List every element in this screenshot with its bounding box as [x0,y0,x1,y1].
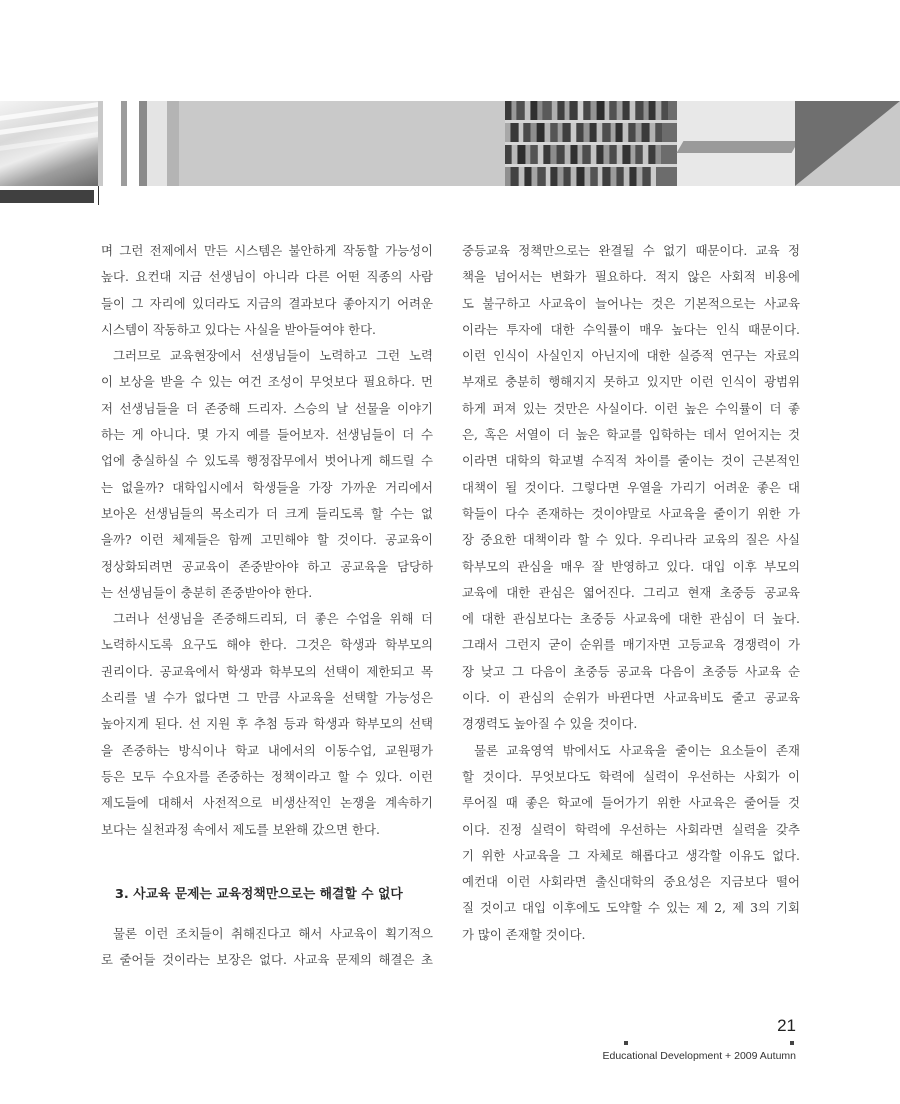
text-line: 질 것이고 대입 이후에도 도약할 수 있는 제 2, 제 3의 기회 [462,900,800,916]
library-table [677,141,795,153]
text-line: 며 그런 전제에서 만든 시스템은 불안하게 작동할 가능성이 [101,243,433,258]
header-triangle [795,101,900,186]
text-line: 로 줄어들 것이라는 보장은 없다. 사교육 문제의 해결은 초 [101,952,433,968]
footer-square-icon [790,1041,794,1045]
text-line: 제도들에 대해서 사전적으로 비생산적인 논쟁을 계속하기 [101,795,433,811]
text-line: 예컨대 이런 사회라면 출신대학의 중요성은 지금보다 떨어 [462,874,800,890]
text-line: 장 낮고 그 다음이 초중등 공교육 다음이 초중등 사교육 순 [462,663,800,679]
text-line: 저 선생님들을 더 존중해 드리자. 스승의 날 선물을 이야기 [101,400,433,416]
text-line: 은, 혹은 서열이 더 높은 학교를 입학하는 데서 얻어지는 것 [462,427,800,443]
right-column [462,238,800,948]
library-photo [505,101,795,186]
text-line: 학부모의 관심을 매우 잘 반영하고 있다. 대입 이후 부모의 [462,558,800,574]
section-heading: 3. 사교육 문제는 교육정책만으로는 해결할 수 없다 [115,887,403,903]
left-column [101,238,433,974]
publication-footer: Educational Development + 2009 Autumn [602,1050,796,1062]
text-line: 업에 충실하실 수 있도록 행정잡무에서 벗어나게 해드릴 수 [101,453,433,469]
text-line: 는 없을까? 대학입시에서 학생들을 가장 가까운 거리에서 [101,479,433,495]
text-line: 을까? 이런 체제들은 함께 고민해야 할 것이다. 공교육이 [101,532,433,548]
header-band [0,101,900,186]
header-stripe [127,101,139,186]
text-line: 루어질 때 좋은 학교에 들어가기 위한 사교육은 줄어들 것 [462,795,800,811]
text-line: 소리를 낼 수가 없다면 그 만큼 사교육을 선택할 가능성은 [101,690,433,706]
text-line: 권리이다. 공교육에서 학생과 학부모의 선택이 제한되고 목 [101,663,433,679]
header-photo-left [0,101,98,186]
text-line: 도 불구하고 사교육이 늘어나는 것은 기본적으로는 사교육 [462,295,800,311]
text-line: 그래서 그런지 굳이 순위를 매기자면 고등교육 경쟁력이 가 [462,637,800,653]
text-line: 중등교육 정책만으로는 완결될 수 없기 때문이다. 교육 정 [462,243,800,258]
text-line: 높다. 요컨대 지금 선생님이 아니라 다른 어떤 직종의 사람 [101,269,433,285]
text-line: 부재로 충분히 행해지지 못하고 있지만 이런 인식이 광범위 [462,374,800,390]
text-line: 이라면 대학의 학교별 수직적 차이를 줄이는 것이 근본적인 [462,453,800,469]
text-line: 그러므로 교육현장에서 선생님들이 노력하고 그런 노력 [113,348,433,364]
text-line: 그러나 선생님을 존중해드리되, 더 좋은 수업을 위해 더 [113,611,433,627]
text-line: 가 많이 존재할 것이다. [462,926,586,942]
text-line: 보다는 실천과정 속에서 제도를 보완해 갔으면 한다. [101,821,380,837]
text-line: 보아온 선생님들의 목소리가 더 크게 들리도록 할 수는 없 [101,505,433,521]
text-line: 하게 퍼져 있는 것만은 사실이다. 이런 높은 수익률이 더 좋 [462,400,800,416]
text-line: 을 존중하는 방식이나 학교 내에서의 이동수업, 교원평가 [101,742,433,758]
text-line: 하는 게 아니다. 몇 가지 예를 들어보자. 선생님들이 더 수 [101,427,433,443]
text-line: 에 대한 관심보다는 초중등 사교육에 대한 관심이 더 높다. [462,611,800,627]
text-line: 교육에 대한 관심은 엷어진다. 그리고 현재 초중등 공교육 [462,584,800,600]
text-line: 등은 모두 수요자를 존중하는 정책이라고 할 수 있다. 이런 [101,768,433,784]
footer-square-icon [624,1041,628,1045]
text-line: 이라는 투자에 대한 수익률이 매우 높다는 인식 때문이다. [462,321,800,337]
text-line: 기 위한 사교육을 그 자체로 해롭다고 생각할 이유도 없다. [462,847,800,863]
text-line: 이다. 진정 실력이 학력에 우선하는 사회라면 실력을 갖추 [462,821,800,837]
text-line: 장 중요한 대책이라 할 수 있다. 우리나라 교육의 질은 사실 [462,532,800,548]
page-number: 21 [777,1016,796,1035]
text-line: 대책이 될 것이다. 그렇다면 우열을 가리기 어려운 좋은 대 [462,479,800,495]
text-line: 높아지게 된다. 선 지원 후 추첨 등과 학생과 학부모의 선택 [101,716,433,732]
header-stripe [103,101,121,186]
text-line: 경쟁력도 높아질 수 있을 것이다. [462,716,638,732]
header-stripe [167,101,179,186]
text-line: 물론 이런 조치들이 취해진다고 해서 사교육이 획기적으 [113,926,433,942]
text-line: 노력하시도록 요구도 해야 한다. 그것은 학생과 학부모의 [101,637,433,653]
text-line: 시스템이 작동하고 있다는 사실을 받아들여야 한다. [101,321,376,337]
text-line: 할 것이다. 무엇보다도 학력에 실력이 우선하는 사회가 이 [462,768,800,784]
header-stripe [147,101,167,186]
text-line: 는 선생님들이 충분히 존중받아야 한다. [101,584,313,600]
text-line: 정상화되려면 공교육이 존중받아야 하고 공교육을 담당하 [101,558,433,574]
text-line: 학들이 다수 존재하는 것이야말로 사교육을 줄이기 위한 가 [462,505,800,521]
text-line: 이다. 이 관심의 순위가 바뀐다면 사교육비도 줄고 공교육 [462,690,800,706]
text-line: 책을 넘어서는 변화가 필요하다. 적지 않은 사회적 비용에 [462,269,800,285]
text-line: 들이 그 자리에 있더라도 지금의 결과보다 좋아지기 어려운 [101,295,433,311]
header-underbar [0,190,94,203]
text-line: 물론 교육영역 밖에서도 사교육을 줄이는 요소들이 존재 [474,742,800,758]
text-line: 이런 인식이 사실인지 아닌지에 대한 실증적 연구는 자료의 [462,348,800,364]
header-divider [98,186,99,205]
header-stripe [139,101,147,186]
text-line: 이 보상을 받을 수 있는 여건 조성이 무엇보다 필요하다. 먼 [101,374,433,390]
